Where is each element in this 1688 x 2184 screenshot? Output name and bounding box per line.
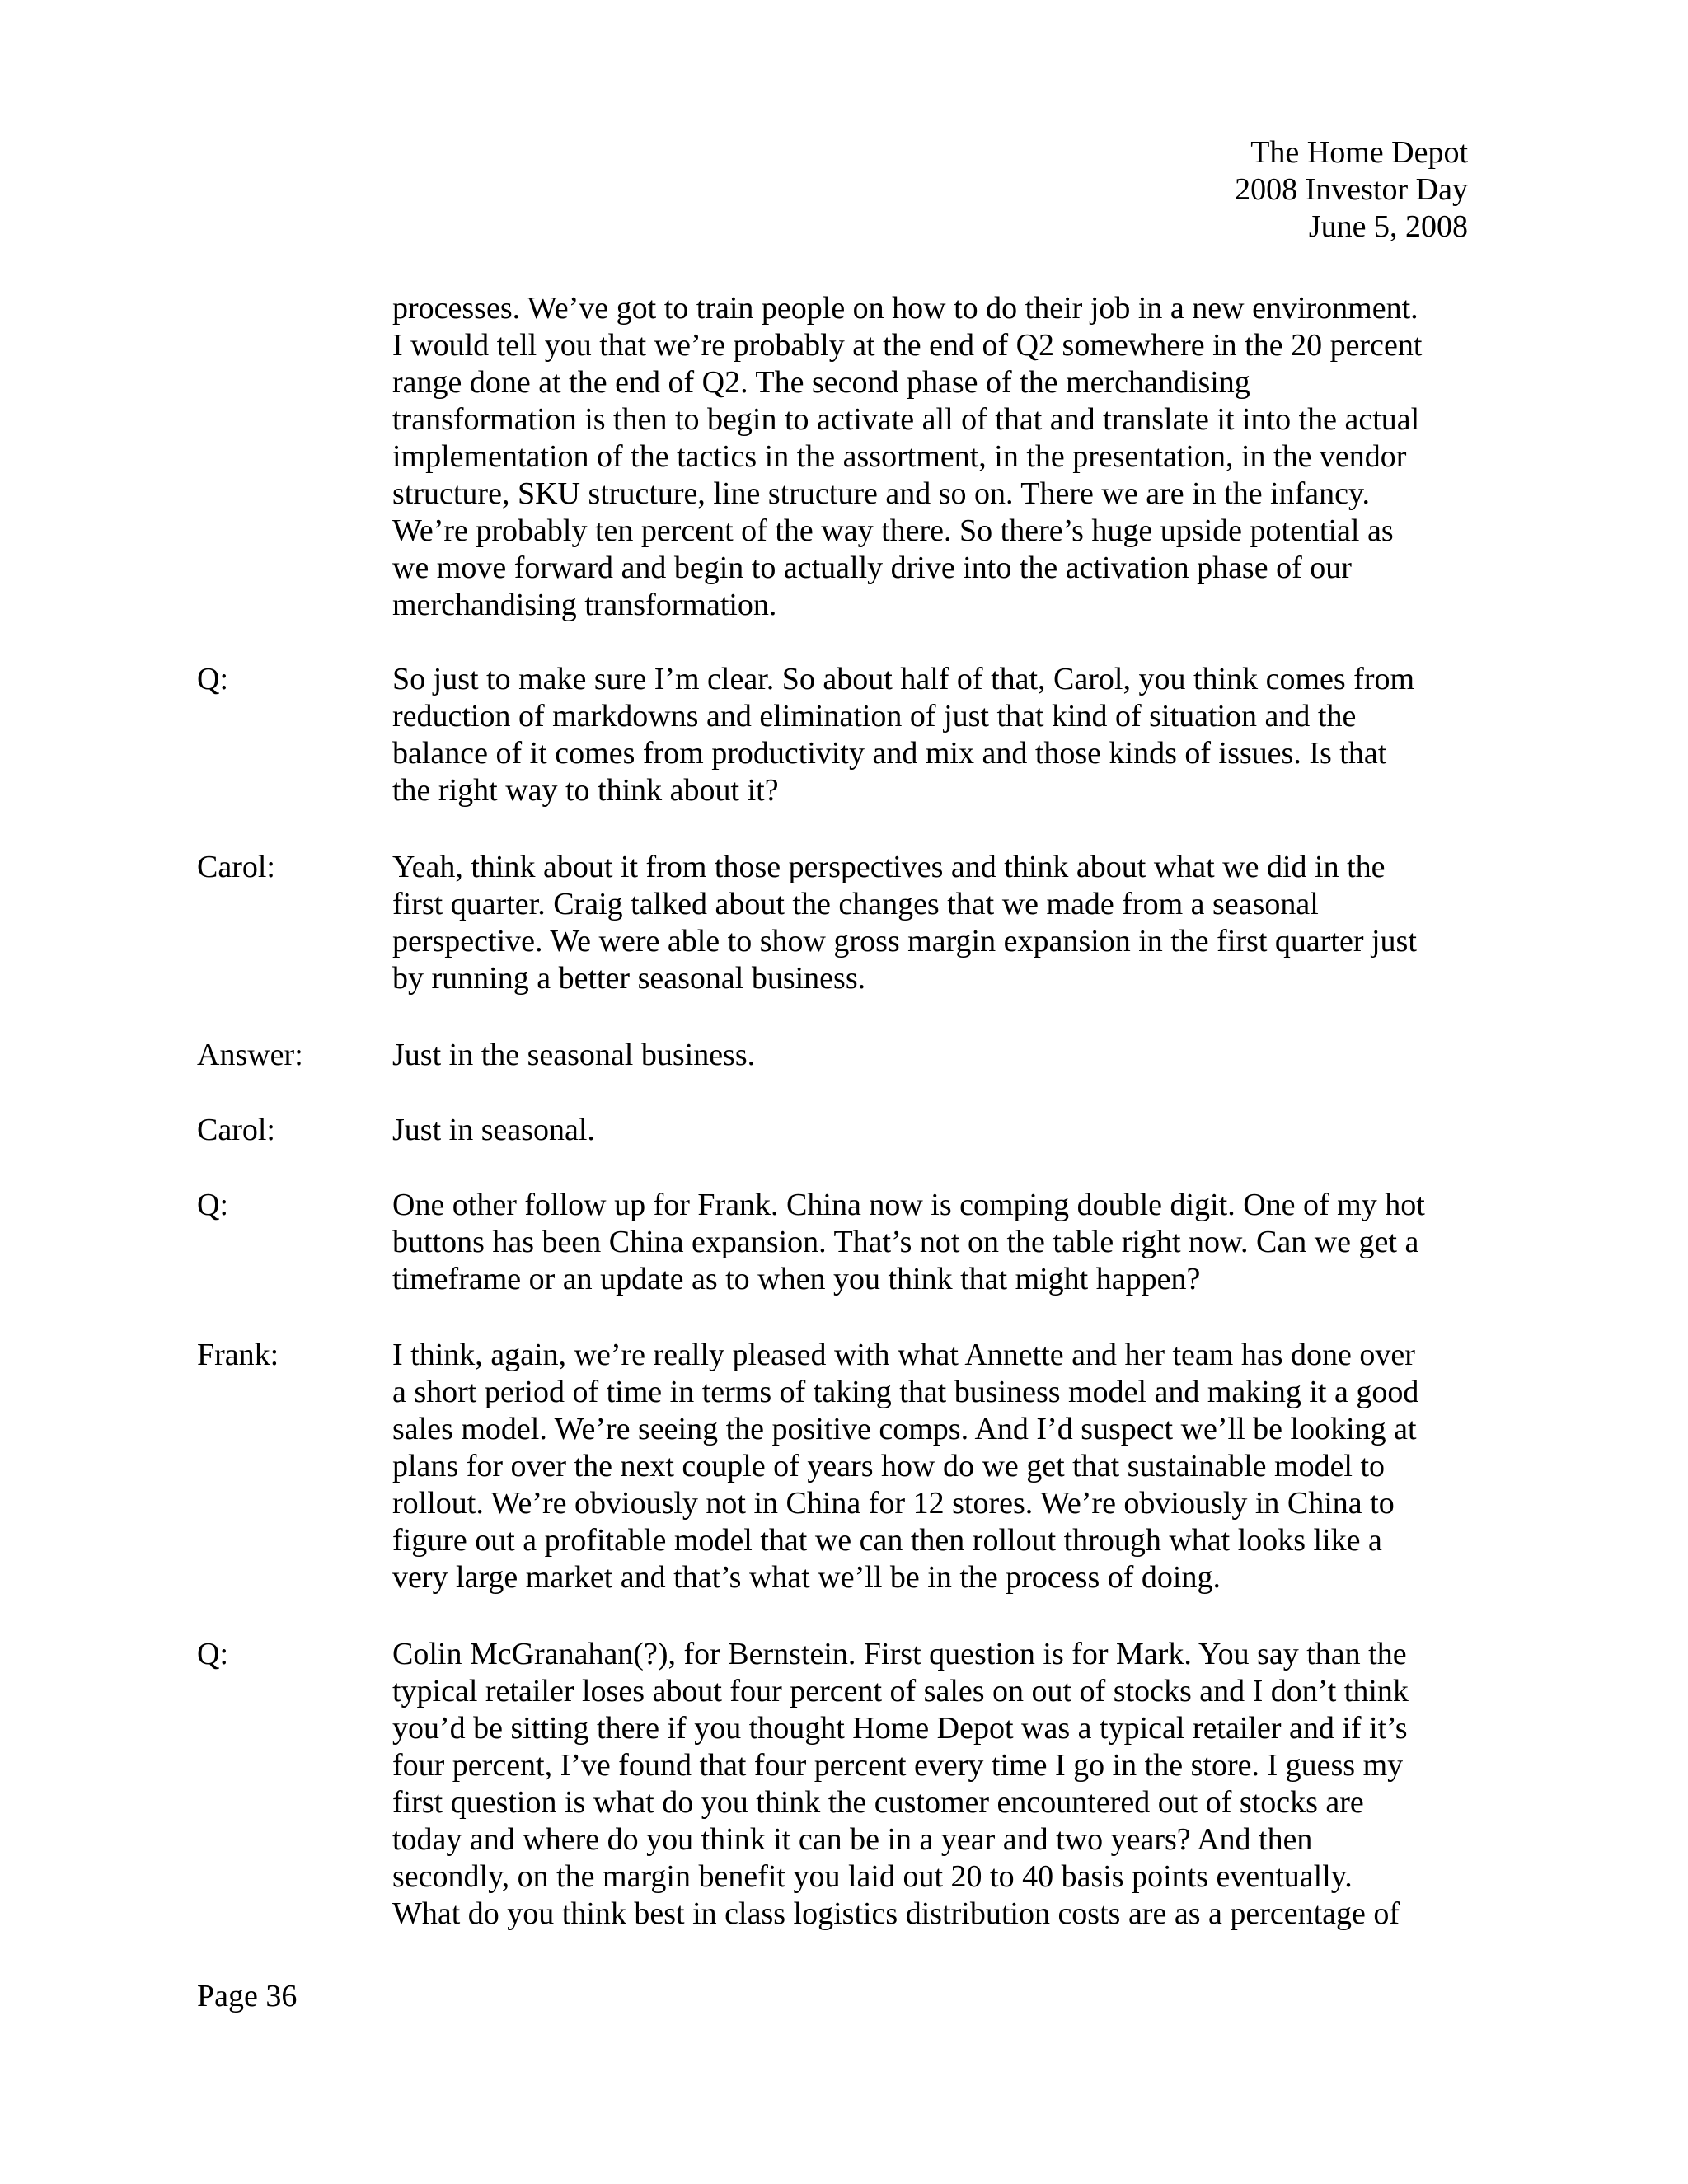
text-line: figure out a profitable model that we can then rollout through what looks like a [392, 1523, 1382, 1558]
text-line: first quarter. Craig talked about the changes that we made from a seasonal [392, 887, 1319, 921]
text-line: Just in the seasonal business. [392, 1038, 756, 1072]
header-event: 2008 Investor Day [1235, 172, 1468, 207]
text-line: by running a better seasonal business. [392, 961, 866, 996]
text-line: first question is what do you think the customer encountered out of stocks are [392, 1785, 1364, 1820]
text-line: very large market and that’s what we’ll be in the process of doing. [392, 1560, 1221, 1595]
text-line: rollout. We’re obviously not in China for 12 stores. We’re obviously in China to [392, 1486, 1395, 1521]
speaker-label: Q: [197, 662, 228, 696]
text-line: you’d be sitting there if you thought Home Depot was a typical retailer and if it’s [392, 1711, 1408, 1746]
header-date: June 5, 2008 [1308, 209, 1468, 244]
paragraph-text [392, 849, 1480, 997]
text-line: I think, again, we’re really pleased with what Annette and her team has done over [392, 1338, 1415, 1372]
speaker-label: Answer: [197, 1038, 303, 1072]
text-line: perspective. We were able to show gross margin expansion in the first quarter just [392, 924, 1417, 958]
text-line: balance of it comes from productivity and mix and those kinds of issues. Is that [392, 736, 1387, 771]
paragraph-text [392, 290, 1480, 624]
text-line: today and where do you think it can be in a year and two years? And then [392, 1822, 1313, 1857]
speaker-label: Q: [197, 1637, 228, 1671]
text-line: Just in seasonal. [392, 1113, 595, 1147]
text-line: typical retailer loses about four percent of sales on out of stocks and I don’t think [392, 1674, 1409, 1708]
page-number: Page 36 [197, 1979, 298, 2013]
text-line: buttons has been China expansion. That’s not on the table right now. Can we get a [392, 1225, 1419, 1259]
text-line: Yeah, think about it from those perspectives and think about what we did in the [392, 850, 1386, 884]
text-line: structure, SKU structure, line structure and so on. There we are in the infancy. [392, 476, 1371, 511]
text-line: sales model. We’re seeing the positive comps. And I’d suspect we’ll be looking at [392, 1412, 1417, 1446]
speaker-label: Carol: [197, 850, 275, 884]
text-line: So just to make sure I’m clear. So about half of that, Carol, you think comes from [392, 662, 1415, 696]
text-line: Colin McGranahan(?), for Bernstein. First question is for Mark. You say than the [392, 1637, 1407, 1671]
paragraph-text [392, 1187, 1480, 1298]
text-line: four percent, I’ve found that four percent every time I go in the store. I guess my [392, 1748, 1404, 1783]
text-line: timeframe or an update as to when you think that might happen? [392, 1262, 1201, 1296]
paragraph-text [392, 1636, 1480, 1933]
text-line: secondly, on the margin benefit you laid out 20 to 40 basis points eventually. [392, 1859, 1353, 1894]
paragraph-text [392, 1037, 1480, 1074]
text-line: I would tell you that we’re probably at the end of Q2 somewhere in the 20 percent [392, 328, 1423, 363]
text-line: the right way to think about it? [392, 773, 779, 808]
text-line: One other follow up for Frank. China now is comping double digit. One of my hot [392, 1188, 1425, 1222]
text-line: we move forward and begin to actually drive into the activation phase of our [392, 551, 1352, 585]
text-line: merchandising transformation. [392, 588, 777, 622]
paragraph-text [392, 661, 1480, 809]
paragraph-text [392, 1112, 1480, 1149]
text-line: a short period of time in terms of taking that business model and making it a good [392, 1375, 1419, 1409]
speaker-label: Q: [197, 1188, 228, 1222]
text-line: processes. We’ve got to train people on how to do their job in a new environment. [392, 291, 1418, 326]
speaker-label: Carol: [197, 1113, 275, 1147]
paragraph-text [392, 1337, 1480, 1596]
text-line: plans for over the next couple of years how do we get that sustainable model to [392, 1449, 1386, 1483]
text-line: reduction of markdowns and elimination of just that kind of situation and the [392, 699, 1357, 733]
text-line: We’re probably ten percent of the way there. So there’s huge upside potential as [392, 513, 1394, 548]
text-line: implementation of the tactics in the assortment, in the presentation, in the vendor [392, 439, 1407, 474]
text-line: range done at the end of Q2. The second phase of the merchandising [392, 365, 1250, 400]
text-line: transformation is then to begin to activate all of that and translate it into the actual [392, 402, 1420, 437]
speaker-label: Frank: [197, 1338, 279, 1372]
text-line: What do you think best in class logistics distribution costs are as a percentage of [392, 1896, 1400, 1931]
document-header [1235, 134, 1468, 246]
header-company: The Home Depot [1250, 135, 1468, 170]
